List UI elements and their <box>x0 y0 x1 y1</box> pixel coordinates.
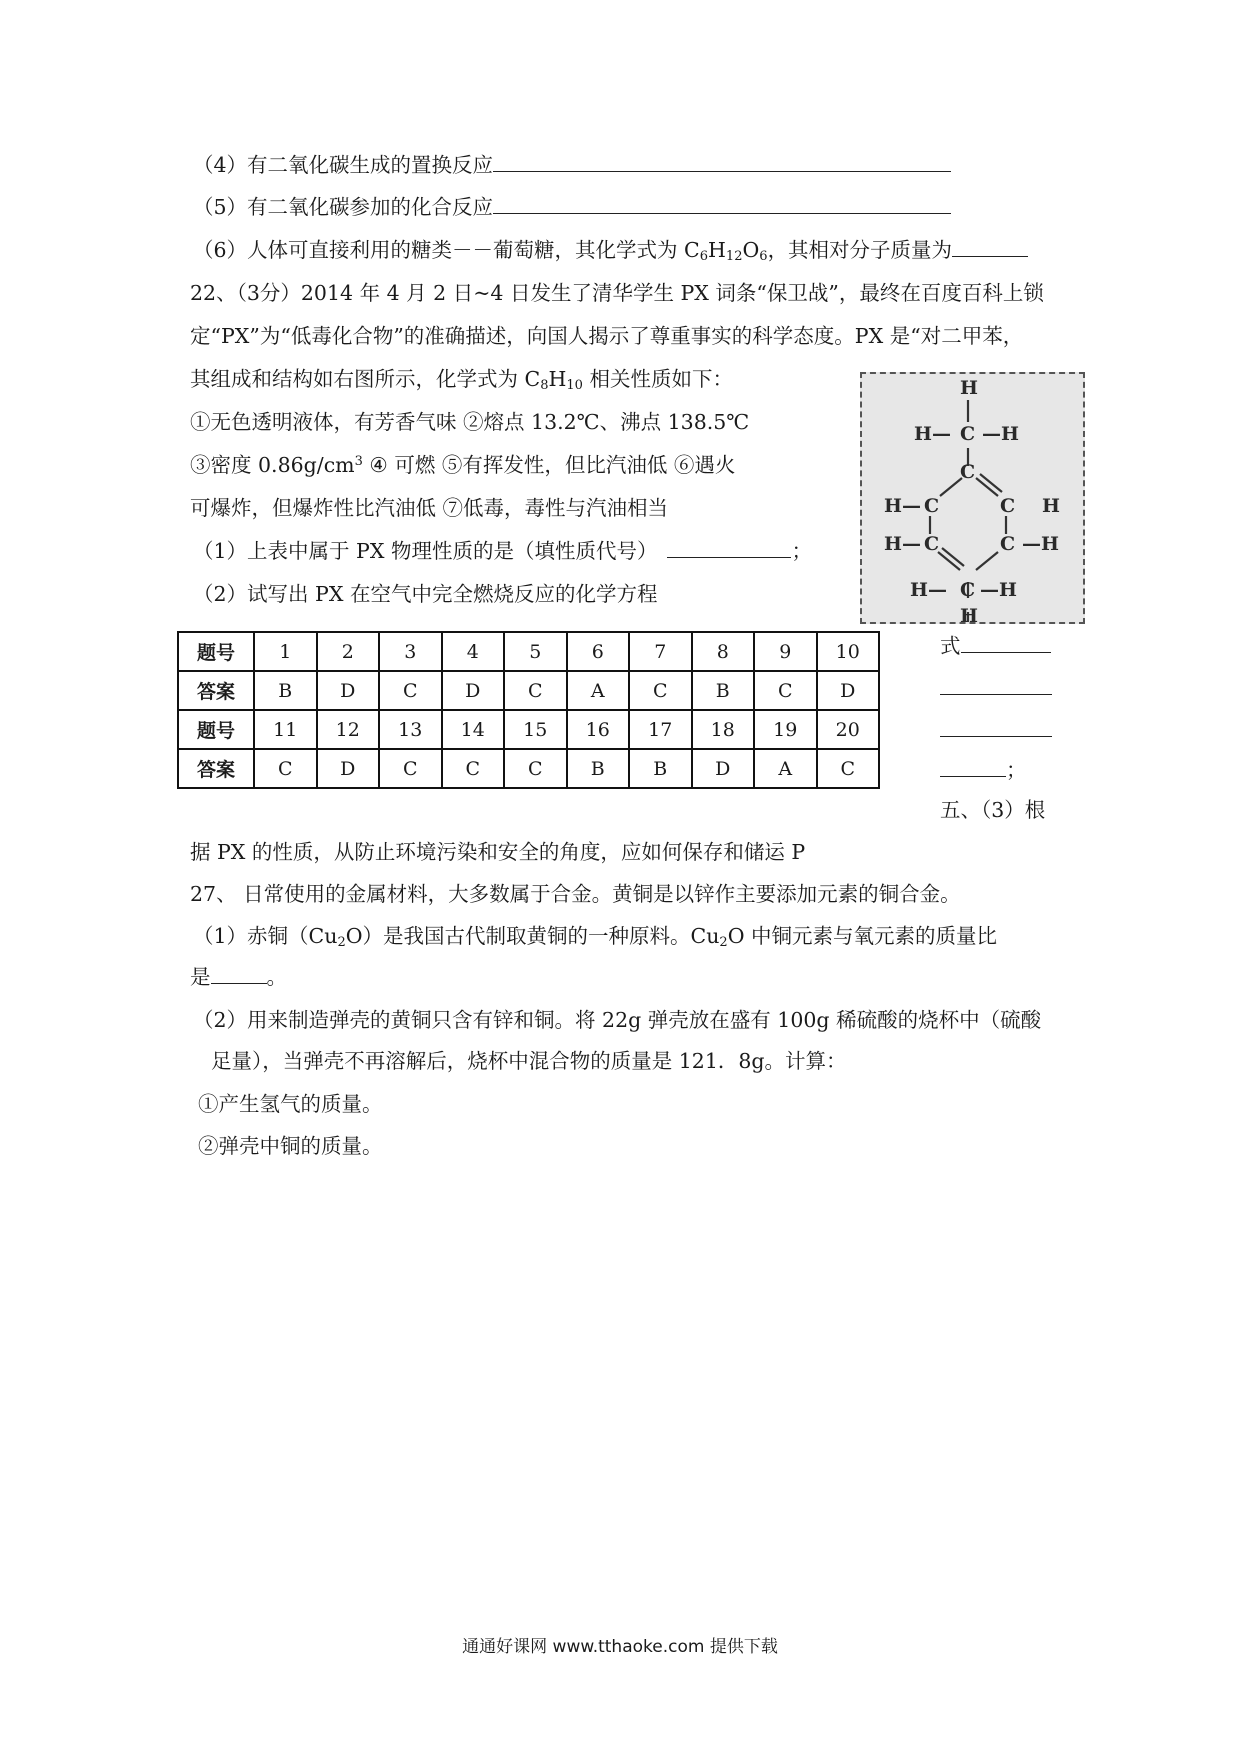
q27-part1-line2: 是 。 <box>190 965 287 989</box>
answer-blank[interactable] <box>952 238 1028 257</box>
page-footer: 通通好课网 www.tthaoke.com 提供下载 <box>462 1637 778 1657</box>
q22-sub1: （1）上表中属于 PX 物理性质的是（填性质代号） ； <box>193 539 812 563</box>
table-cell: C <box>504 749 567 788</box>
q21-item5: （5）有二氧化碳参加的化合反应 <box>193 193 951 221</box>
q27-part2-q2: ②弹壳中铜的质量。 <box>198 1134 383 1158</box>
answer-blank[interactable] <box>667 539 791 558</box>
q22-line3: 其组成和结构如右图所示，化学式为 $C_8H_{10}$ 相关性质如下： <box>190 367 733 393</box>
q22-properties-1: ①无色透明液体，有芳香气味 ②熔点 13.2℃、沸点 138.5℃ <box>190 410 750 434</box>
table-cell: D <box>817 671 880 710</box>
table-cell: C <box>817 749 880 788</box>
q22-properties-2: ③密度 $0.86g/cm^3$ ④ 可燃 ⑤有挥发性，但比汽油低 ⑥遇火 <box>190 453 736 477</box>
table-cell: 4 <box>442 632 505 671</box>
table-cell: C <box>254 749 317 788</box>
table-cell: C <box>442 749 505 788</box>
table-cell: C <box>754 671 817 710</box>
answer-blank[interactable] <box>961 634 1051 653</box>
structure-atom: C <box>960 423 976 445</box>
structure-atom: C <box>924 495 940 517</box>
structure-atom: H— <box>884 495 921 517</box>
q21-item6: （6）人体可直接利用的糖类－－葡萄糖，其化学式为 $C_6H_{12}O_6$，其相对分子质量为 <box>193 236 1028 264</box>
table-cell: 2 <box>317 632 380 671</box>
table-cell: 题号 <box>178 632 254 671</box>
q27-part2-q1: ①产生氢气的质量。 <box>198 1092 383 1116</box>
table-cell: B <box>692 671 755 710</box>
table-cell: 8 <box>692 632 755 671</box>
q22-side-line-2 <box>940 674 1052 702</box>
table-cell: C <box>629 671 692 710</box>
q21-item4: （4）有二氧化碳生成的置换反应 <box>193 151 951 179</box>
table-cell: 6 <box>567 632 630 671</box>
q27-part2-line1: （2）用来制造弹壳的黄铜只含有锌和铜。将 22g 弹壳放在盛有 100g 稀硫酸的烧杯中（硫酸 <box>193 1008 1042 1032</box>
q27-intro: 27、 日常使用的金属材料，大多数属于合金。黄铜是以锌作主要添加元素的铜合金。 <box>190 882 961 906</box>
structure-atom: C <box>1000 495 1016 517</box>
q22-side-line-4: ； <box>940 756 1027 784</box>
q22-side-line-1: 式 <box>940 632 1051 660</box>
table-cell: 15 <box>504 710 567 749</box>
table-cell: 17 <box>629 710 692 749</box>
table-cell: C <box>379 749 442 788</box>
table-cell: 11 <box>254 710 317 749</box>
table-row <box>178 632 879 671</box>
q22-sub2: （2）试写出 PX 在空气中完全燃烧反应的化学方程 <box>193 582 658 606</box>
table-cell: B <box>254 671 317 710</box>
table-cell: 5 <box>504 632 567 671</box>
table-cell: 19 <box>754 710 817 749</box>
answer-blank[interactable] <box>493 195 951 214</box>
table-row <box>178 749 879 788</box>
answer-blank[interactable] <box>940 676 1052 695</box>
table-cell: D <box>317 671 380 710</box>
structure-atom: —H <box>982 423 1019 445</box>
table-cell: 14 <box>442 710 505 749</box>
table-cell: 答案 <box>178 671 254 710</box>
structure-atom: H <box>1042 495 1060 517</box>
table-row <box>178 710 879 749</box>
table-cell: D <box>317 749 380 788</box>
table-cell: D <box>442 671 505 710</box>
answer-table <box>177 631 880 789</box>
q27-part1: （1）赤铜$(Cu_2O)$是我国古代制取黄铜的一种原料。$Cu_2O$ 中铜元素与氧元素的质量比 <box>193 924 998 950</box>
table-cell: 10 <box>817 632 880 671</box>
structure-atom: H— <box>884 533 921 555</box>
table-cell: 9 <box>754 632 817 671</box>
px-structure-diagram <box>862 374 1083 622</box>
table-cell: B <box>629 749 692 788</box>
table-cell: D <box>692 749 755 788</box>
table-cell: 16 <box>567 710 630 749</box>
answer-blank[interactable] <box>940 758 1006 777</box>
table-cell: 20 <box>817 710 880 749</box>
answer-blank[interactable] <box>940 718 1052 737</box>
q22-side-line-5: 五、（3）根 <box>940 798 1046 822</box>
structure-atom: C <box>960 461 976 483</box>
table-cell: B <box>567 749 630 788</box>
structure-atom: H— <box>914 423 951 445</box>
q22-line2: 定“PX”为“低毒化合物”的准确描述，向国人揭示了尊重事实的科学态度。PX 是“对二甲苯， <box>190 324 1024 348</box>
answer-blank[interactable] <box>211 965 267 984</box>
table-cell: A <box>754 749 817 788</box>
structure-atom: —H <box>980 579 1017 601</box>
q22-properties-3: 可爆炸，但爆炸性比汽油低 ⑦低毒，毒性与汽油相当 <box>190 496 669 520</box>
table-row <box>178 671 879 710</box>
px-structure-figure <box>860 372 1085 624</box>
table-cell: 18 <box>692 710 755 749</box>
table-cell: 1 <box>254 632 317 671</box>
table-cell: C <box>504 671 567 710</box>
structure-atom: —H <box>1022 533 1059 555</box>
table-cell: 题号 <box>178 710 254 749</box>
structure-atom: C <box>960 579 976 601</box>
table-cell: 答案 <box>178 749 254 788</box>
q22-sub3-continued: 据 PX 的性质，从防止环境污染和安全的角度，应如何保存和储运 P <box>190 840 806 864</box>
table-cell: 13 <box>379 710 442 749</box>
structure-atom: H <box>960 605 978 622</box>
structure-atom: C <box>1000 533 1016 555</box>
q27-part2-line2: 足量），当弹壳不再溶解后，烧杯中混合物的质量是 121．8g。计算： <box>211 1049 847 1073</box>
table-cell: C <box>379 671 442 710</box>
table-cell: 12 <box>317 710 380 749</box>
structure-atom: C <box>924 533 940 555</box>
q22-side-line-3 <box>940 716 1052 744</box>
table-cell: 3 <box>379 632 442 671</box>
structure-atom: H— <box>910 579 947 601</box>
table-cell: A <box>567 671 630 710</box>
q22-line1: 22、（3分）2014 年 4 月 2 日~4 日发生了清华学生 PX 词条“保卫战”，最终在百度百科上锁 <box>190 281 1044 305</box>
table-cell: 7 <box>629 632 692 671</box>
structure-atom: H <box>960 377 978 399</box>
answer-blank[interactable] <box>493 153 951 172</box>
